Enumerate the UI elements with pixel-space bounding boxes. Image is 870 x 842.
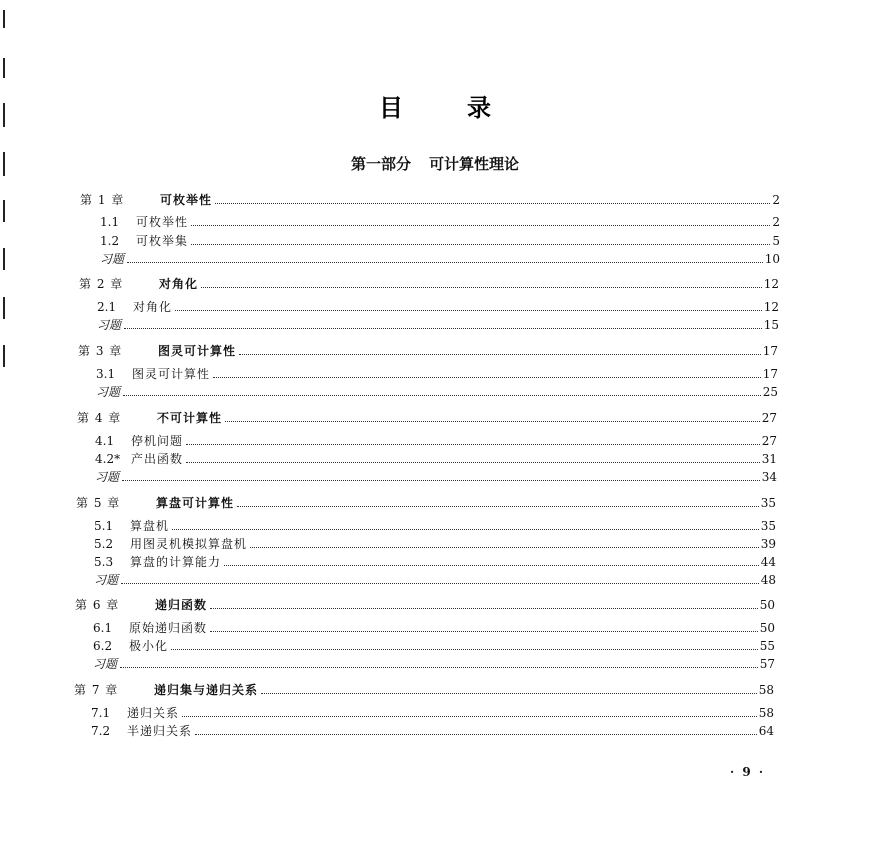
scan-edge-mark: [3, 58, 5, 78]
toc-entry-page: 25: [762, 385, 778, 399]
toc-entry-page: 50: [759, 598, 775, 612]
toc-entry-title: 算盘机: [130, 519, 170, 533]
toc-entry-title: 算盘可计算性: [156, 496, 235, 510]
toc-section-entry: [91, 721, 774, 738]
scan-edge-mark: [3, 10, 5, 28]
toc-dot-leader: [175, 309, 762, 311]
toc-entry-number: 第 2 章: [79, 277, 124, 291]
toc-section-entry: [94, 516, 776, 533]
toc-dot-leader: [213, 376, 761, 378]
toc-dot-leader: [210, 630, 758, 632]
toc-entry-title: 对角化: [133, 300, 173, 314]
toc-entry-number: 4.2*: [95, 452, 121, 466]
toc-entry-number: 第 6 章: [75, 598, 120, 612]
toc-section-entry: [94, 534, 776, 551]
scan-edge-mark: [3, 297, 5, 319]
toc-entry-title: 不可计算性: [157, 411, 223, 425]
toc-section-entry: [93, 618, 775, 635]
part-number: 第一部分: [350, 155, 411, 173]
toc-entry-page: 27: [761, 411, 777, 425]
toc-entry-number: 第 3 章: [78, 344, 123, 358]
toc-entry-page: 39: [760, 537, 776, 551]
toc-chapter-entry: [76, 493, 776, 510]
toc-entry-number: 4.1: [95, 434, 115, 448]
toc-dot-leader: [186, 461, 760, 463]
toc-entry-title: 图灵可计算性: [132, 367, 211, 381]
toc-entry-title: 用图灵机模拟算盘机: [130, 537, 248, 551]
toc-dot-leader: [182, 715, 757, 717]
toc-entry-title: 原始递归函数: [129, 621, 208, 635]
toc-entry-page: 55: [759, 639, 775, 653]
toc-entry-page: 35: [760, 519, 776, 533]
toc-section-entry: [93, 636, 775, 653]
toc-entry-number: 5.2: [94, 537, 114, 551]
toc-entry-page: 44: [760, 555, 776, 569]
toc-entry-title: 对角化: [159, 277, 199, 291]
toc-entry-page: 12: [763, 277, 779, 291]
toc-dot-leader: [261, 692, 757, 694]
toc-entry-page: 27: [761, 434, 777, 448]
toc-entry-title: 习题: [96, 385, 121, 399]
scan-edge-mark: [3, 200, 5, 222]
page-number: · 9 ·: [730, 765, 766, 779]
toc-exercise-entry: [95, 467, 777, 484]
toc-entry-page: 2: [772, 215, 780, 229]
toc-entry-number: 第 1 章: [80, 193, 125, 207]
scan-edge-marks: [3, 0, 7, 380]
toc-entry-title: 图灵可计算性: [158, 344, 237, 358]
toc-section-entry: [95, 449, 777, 466]
toc-entry-title: 习题: [93, 657, 118, 671]
toc-chapter-entry: [80, 190, 780, 207]
toc-entry-number: 7.1: [91, 706, 111, 720]
toc-entry-title: 习题: [97, 318, 122, 332]
toc-dot-leader: [191, 224, 770, 226]
scan-edge-mark: [3, 345, 5, 367]
part-title: [0, 153, 870, 174]
toc-entry-page: 15: [763, 318, 779, 332]
toc-entry-title: 习题: [95, 470, 120, 484]
toc-entry-page: 57: [759, 657, 775, 671]
toc-dot-leader: [237, 505, 759, 507]
toc-entry-title: 停机问题: [131, 434, 184, 448]
toc-entry-number: 第 7 章: [74, 683, 119, 697]
toc-entry-page: 35: [760, 496, 776, 510]
toc-dot-leader: [121, 582, 759, 584]
toc-section-entry: [94, 552, 776, 569]
toc-dot-leader: [239, 353, 761, 355]
toc-section-entry: [100, 231, 780, 248]
toc-chapter-entry: [79, 274, 779, 291]
toc-entry-title: 习题: [94, 573, 119, 587]
toc-entry-number: 7.2: [91, 724, 111, 738]
toc-entry-title: 可枚举性: [136, 215, 189, 229]
toc-dot-leader: [124, 327, 762, 329]
toc-entry-number: 6.1: [93, 621, 113, 635]
toc-entry-title: 极小化: [129, 639, 169, 653]
toc-entry-page: 58: [758, 683, 774, 697]
toc-entry-page: 17: [762, 367, 778, 381]
toc-dot-leader: [195, 733, 757, 735]
toc-entry-title: 递归关系: [127, 706, 180, 720]
toc-entry-page: 2: [772, 193, 780, 207]
toc-dot-leader: [186, 443, 760, 445]
toc-chapter-entry: [78, 341, 778, 358]
toc-entry-page: 31: [761, 452, 777, 466]
toc-dot-leader: [127, 261, 763, 263]
toc-entry-page: 17: [762, 344, 778, 358]
toc-dot-leader: [225, 420, 760, 422]
toc-section-entry: [95, 431, 777, 448]
toc-exercise-entry: [94, 570, 776, 587]
toc-dot-leader: [250, 546, 759, 548]
toc-entry-page: 10: [764, 252, 780, 266]
toc-entry-number: 1.2: [100, 234, 120, 248]
toc-chapter-entry: [75, 595, 775, 612]
toc-entry-title: 习题: [100, 252, 125, 266]
toc-section-entry: [91, 703, 774, 720]
toc-entry-number: 5.1: [94, 519, 114, 533]
toc-entry-number: 2.1: [97, 300, 117, 314]
toc-entry-page: 50: [759, 621, 775, 635]
toc-dot-leader: [171, 648, 758, 650]
toc-entry-page: 12: [763, 300, 779, 314]
toc-dot-leader: [210, 607, 758, 609]
page-title: [0, 88, 870, 123]
toc-entry-title: 可枚举集: [136, 234, 189, 248]
toc-entry-number: 第 5 章: [76, 496, 121, 510]
toc-entry-title: 可枚举性: [160, 193, 213, 207]
part-name: 可计算性理论: [429, 155, 520, 173]
toc-dot-leader: [191, 243, 770, 245]
toc-entry-page: 64: [758, 724, 774, 738]
toc-chapter-entry: [77, 408, 777, 425]
toc-entry-number: 3.1: [96, 367, 116, 381]
toc-entry-title: 产出函数: [131, 452, 184, 466]
toc-section-entry: [97, 297, 779, 314]
toc-entry-page: 34: [761, 470, 777, 484]
toc-exercise-entry: [97, 315, 779, 332]
toc-entry-number: 第 4 章: [77, 411, 122, 425]
toc-entry-title: 递归集与递归关系: [154, 683, 259, 697]
toc-dot-leader: [122, 479, 760, 481]
toc-entry-title: 算盘的计算能力: [130, 555, 222, 569]
page-title-char: 目: [379, 94, 403, 122]
toc-entry-number: 6.2: [93, 639, 113, 653]
toc-section-entry: [100, 212, 780, 229]
scan-edge-mark: [3, 248, 5, 270]
toc-exercise-entry: [96, 382, 778, 399]
toc-dot-leader: [224, 564, 759, 566]
toc-chapter-entry: [74, 680, 774, 697]
toc-exercise-entry: [100, 249, 780, 266]
toc-entry-page: 5: [772, 234, 780, 248]
toc-entry-number: 1.1: [100, 215, 120, 229]
toc-dot-leader: [123, 394, 761, 396]
toc-entry-page: 58: [758, 706, 774, 720]
toc-entry-number: 5.3: [94, 555, 114, 569]
toc-exercise-entry: [93, 654, 775, 671]
toc-dot-leader: [172, 528, 759, 530]
toc-entry-title: 半递归关系: [127, 724, 193, 738]
toc-entry-page: 48: [760, 573, 776, 587]
toc-section-entry: [96, 364, 778, 381]
toc-dot-leader: [201, 286, 762, 288]
toc-dot-leader: [120, 666, 758, 668]
toc-dot-leader: [215, 202, 770, 204]
page-title-char: 录: [467, 94, 491, 122]
toc-entry-title: 递归函数: [155, 598, 208, 612]
